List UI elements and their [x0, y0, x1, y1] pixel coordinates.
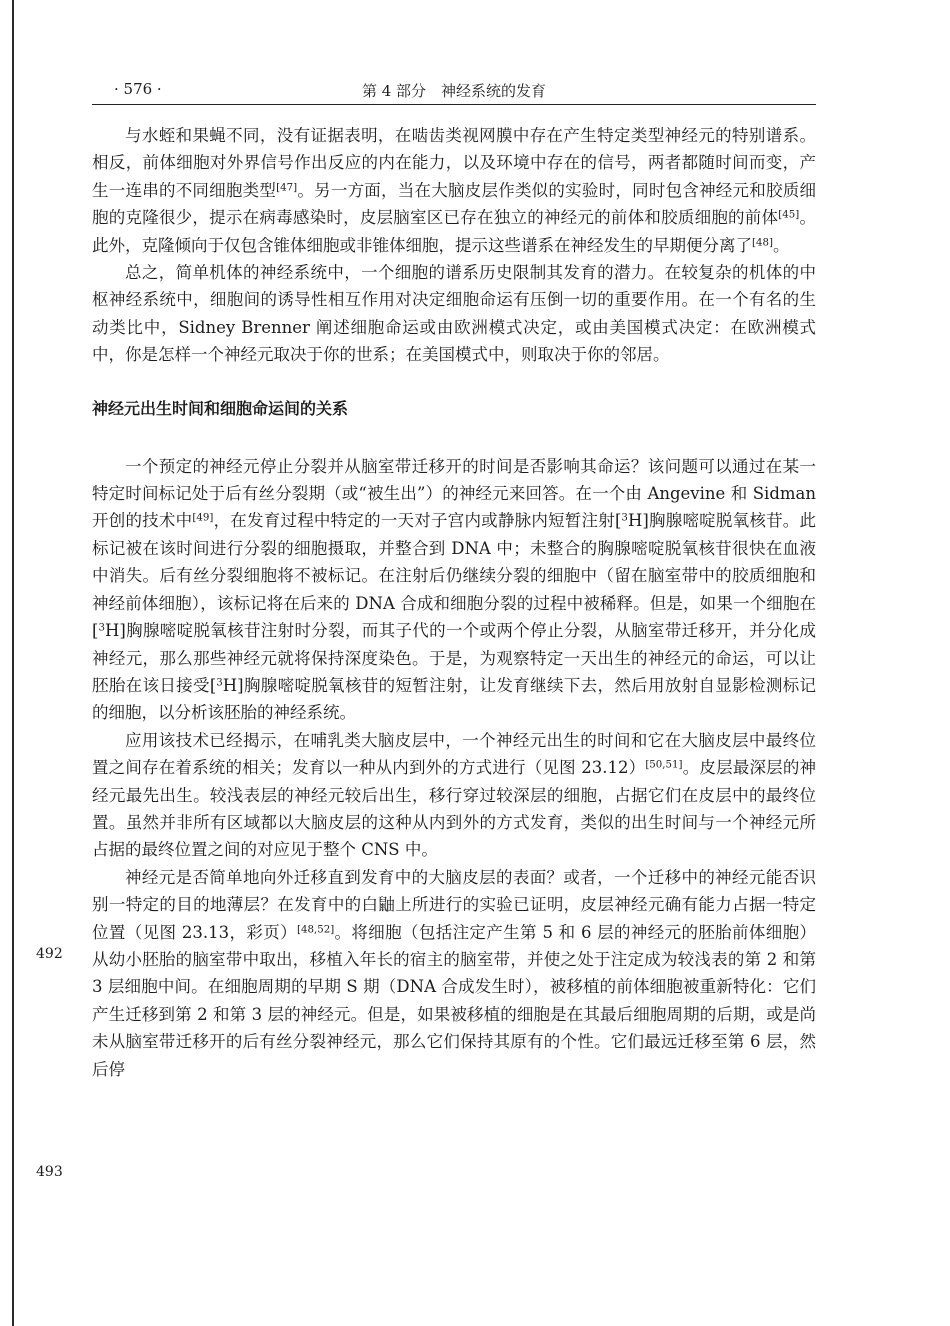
- text-run: 与水蛭和果蝇不同，没有证据表明，在啮齿类视网膜中存在产生特定类型神经元的特别谱系。相反，前体细胞对外界信号作出反应的内在能力，以及环境中存在的信号，两者都随时间而变，产生一连串的不同细胞类型: [92, 126, 816, 200]
- text-run: ，在发育过程中特定的一天对子宫内或静脉内短暂注射[: [213, 511, 622, 531]
- citation-superscript: [49]: [192, 512, 214, 524]
- paragraph: [92, 864, 816, 1083]
- text-run: 。将细胞（包括注定产生第 5 和 6 层的神经元的胚胎前体细胞）从幼小胚胎的脑室带中取出，移植入年长的宿主的脑室带，并使之处于注定成为较浅表的第 2 和第 3 层细胞中间。在细胞周期的早期 S 期（DNA 合成发生时），被移植的前体细胞被重新特化：它们产生迁移到第 2 和第 3 层的神经元。但是，如果被移植的细胞是在其最后细胞周期的后期，或是尚未从脑室带迁移开的后有丝分裂神经元，那么它们保持其原有的个性。它们最远迁移至第 6 层，然后停: [92, 922, 816, 1079]
- page-number: · 576 ·: [114, 80, 162, 98]
- margin-number: 492: [36, 946, 63, 962]
- text-run: 总之，简单机体的神经系统中，一个细胞的谱系历史限制其发育的潜力。在较复杂的机体的中枢神经系统中，细胞间的诱导性相互作用对决定细胞命运有压倒一切的重要作用。在一个有名的生动类比中，Sidney Brenner 阐述细胞命运或由欧洲模式决定，或由美国模式决定：在欧洲模式中，你是怎样一个神经元取决于你的世系；在美国模式中，则取决于你的邻居。: [92, 263, 816, 365]
- text-run: 。此外，克隆倾向于仅包含锥体细胞或非锥体细胞，提示这些谱系在神经发生的早期便分离了: [92, 208, 817, 255]
- citation-superscript: [48]: [752, 237, 773, 248]
- paragraphs-before-heading: [92, 122, 816, 369]
- citation-superscript: [48,52]: [296, 923, 335, 935]
- header-rule: [92, 104, 816, 105]
- text-run: 一个预定的神经元停止分裂并从脑室带迁移开的时间是否影响其命运？该问题可以通过在某一特定时间标记处于后有丝分裂期（或“被生出”）的神经元来回答。在一个由 Angevine 和 Sidman 开创的技术中: [92, 456, 816, 531]
- paragraph: [92, 453, 816, 727]
- citation-superscript: 3: [216, 677, 223, 689]
- text-run: 应用该技术已经揭示，在哺乳类大脑皮层中，一个神经元出生的时间和它在大脑皮层中最终位置之间存在着系统的相关；发育以一种从内到外的方式进行（见图 23.12）: [92, 730, 816, 778]
- text-run: 神经元是否简单地向外迁移直到发育中的大脑皮层的表面？或者，一个迁移中的神经元能否识别一特定的目的地薄层？在发育中的白鼬上所进行的实验已证明，皮层神经元确有能力占据一特定位置（见图 23.13，彩页）: [92, 867, 816, 942]
- paragraphs-after-heading: [92, 453, 816, 1083]
- text-run: 。另一方面，当在大脑皮层作类似的实验时，同时包含神经元和胶质细胞的克隆很少，提示在病毒感染时，皮层脑室区已存在独立的神经元的前体和胶质细胞的前体: [92, 180, 817, 228]
- running-title: 第 4 部分 神经系统的发育: [361, 82, 547, 100]
- section-heading: 神经元出生时间和细胞命运间的关系: [92, 398, 349, 418]
- citation-superscript: [45]: [778, 209, 800, 221]
- paragraph: [92, 259, 816, 369]
- text-run: H]胸腺嘧啶脱氧核苷。此标记被在该时间进行分裂的细胞摄取，并整合到 DNA 中；未整合的胸腺嘧啶脱氧核苷很快在血液中消失。后有丝分裂细胞将不被标记。在注射后仍继续分裂的细胞中（留在脑室带中的胶质细胞和神经前体细胞），该标记将在后来的 DNA 合成和细胞分裂的过程中被稀释。但是，如果一个细胞在[: [92, 511, 817, 641]
- body-text: [92, 122, 816, 1083]
- citation-superscript: 3: [621, 512, 628, 524]
- margin-number: 493: [36, 1164, 63, 1180]
- text-run: 。: [772, 235, 790, 255]
- text-run: H]胸腺嘧啶脱氧核苷的短暂注射，让发育继续下去，然后用放射自显影检测标记的细胞，以分析该胚胎的神经系统。: [92, 675, 816, 723]
- citation-superscript: [47]: [276, 182, 298, 194]
- citation-superscript: [50,51]: [645, 759, 683, 771]
- paragraph: [92, 122, 816, 259]
- paragraph: [92, 727, 816, 864]
- text-run: H]胸腺嘧啶脱氧核苷注射时分裂，而其子代的一个或两个停止分裂，从脑室带迁移开，并分化成神经元，那么那些神经元就将保持深度染色。于是，为观察特定一天出生的神经元的命运，可以让胚胎在该日接受[: [92, 621, 816, 695]
- text-run: 。皮层最深层的神经元最先出生。较浅表层的神经元较后出生，移行穿过较深层的细胞，占据它们在皮层中的最终位置。虽然并非所有区域都以大脑皮层的这种从内到外的方式发育，类似的出生时间与一个神经元所占据的最终位置之间的对应见于整个 CNS 中。: [92, 758, 817, 860]
- running-header: [92, 80, 816, 102]
- page-edge: [12, 0, 14, 1326]
- citation-superscript: 3: [98, 622, 105, 634]
